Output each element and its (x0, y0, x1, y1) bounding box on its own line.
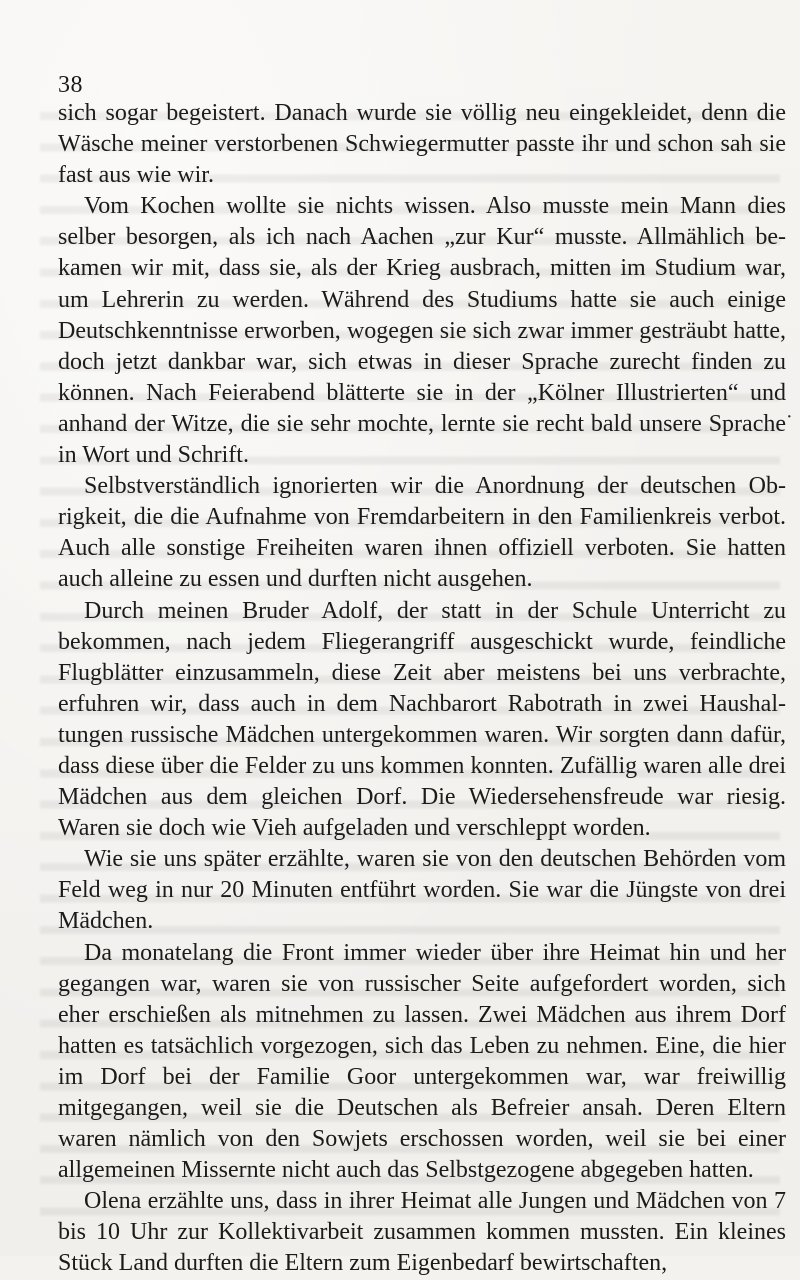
paragraph-5: Wie sie uns später erzählte, waren sie von den deutschen Behörden vom Feld weg in nur 20 Minuten entführt worden. Sie war die Jüngste von drei Mädchen. (58, 846, 786, 935)
paragraph-4: Durch meinen Bruder Adolf, der statt in der Schule Unterricht zu bekommen, nach jedem Fliegerangriff ausgeschickt wurde, feindliche Flugblätter einzusammeln, diese Zeit aber meistens bei uns verbrachte, erfuhren wir, dass auch in dem Nachbarort Rabotrath in zwei Haushaltungen russische Mädchen untergekommen waren. Wir sorgten dann dafür, dass diese über die Felder zu uns kommen konnten. Zufällig waren alle drei Mädchen aus dem gleichen Dorf. Die Wiedersehensfreude war riesig. Waren sie doch wie Vieh aufgeladen und verschleppt worden. (58, 597, 786, 842)
paragraph-7: Olena erzählte uns, dass in ihrer Heimat alle Jungen und Mädchen von 7 bis 10 Uhr zur Kollektivarbeit zusammen kommen mussten. Ein kleines Stück Land durften die Eltern zum Eigenbedarf bewirtschaften, (58, 1188, 786, 1277)
paragraph-2: Vom Kochen wollte sie nichts wissen. Also musste mein Mann dies selber besorgen, als ich nach Aachen „zur Kur“ musste. Allmählich bekamen wir mit, dass sie, als der Krieg ausbrach, mitten im Studium war, um Lehrerin zu werden. Während des Studiums hatte sie auch einige Deutschkenntnisse erworben, wogegen sie sich zwar immer gesträubt hatte, doch jetzt dankbar war, sich etwas in dieser Sprache zurecht finden zu können. Nach Feierabend blätterte sie in der „Kölner Illustrierten“ und anhand der Witze, die sie sehr mochte, lernte sie recht bald unsere Sprache in Wort und Schrift. (58, 193, 786, 469)
paragraph-1: sich sogar begeistert. Danach wurde sie völlig neu eingekleidet, denn die Wäsche meiner verstorbenen Schwiegermutter passte ihr und schon sah sie fast aus wie wir. (58, 100, 786, 189)
paragraph-6: Da monatelang die Front immer wieder über ihre Heimat hin und her gegangen war, waren sie von russischer Seite aufgefordert worden, sich eher erschießen als mitnehmen zu lassen. Zwei Mädchen aus ihrem Dorf hatten es tatsächlich vorgezogen, sich das Leben zu nehmen. Eine, die hier im Dorf bei der Familie Goor untergekommen war, war freiwillig mitgegangen, weil sie die Deutschen als Befreier ansah. Deren Eltern waren nämlich von den Sowjets erschossen worden, weil sie bei einer allgemeinen Missernte nicht auch das Selbstgezogene abgegeben hatten. (58, 939, 786, 1184)
page-number: 38 (58, 72, 83, 98)
margin-dot-mark: · (786, 406, 793, 428)
paragraph-3: Selbstverständlich ignorierten wir die Anordnung der deutschen Obrigkeit, die die Aufnahme von Fremdarbeitern in den Familienkreis verbot. Auch alle sonstige Freiheiten waren ihnen offiziell verboten. Sie hatten auch alleine zu essen und durften nicht ausgehen. (58, 473, 786, 593)
body-text (58, 98, 786, 1280)
